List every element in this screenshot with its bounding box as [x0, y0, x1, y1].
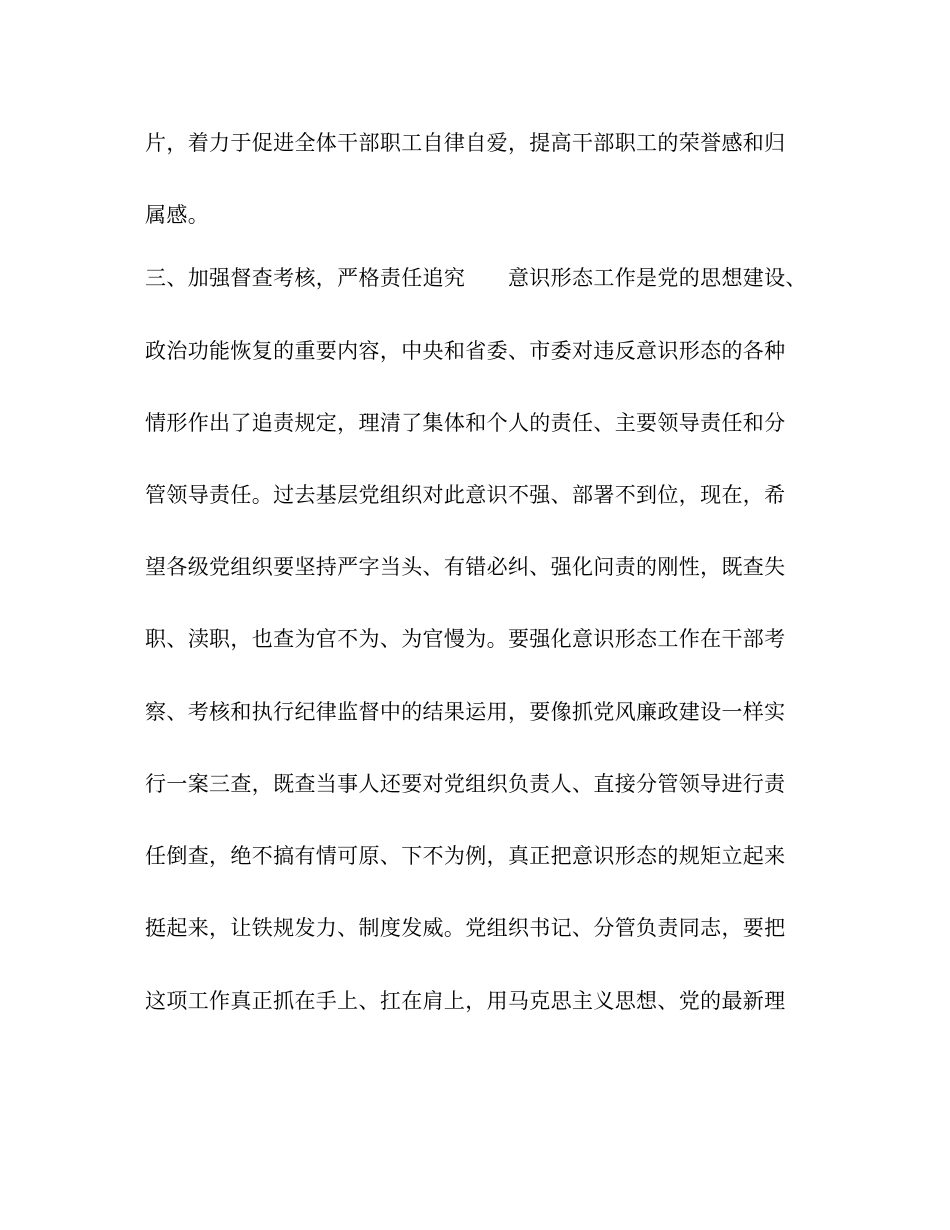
text-line-9: 察、考核和执行纪律监督中的结果运用，要像抓党风廉政建设一样实 [145, 700, 786, 724]
text-line-12: 挺起来，让铁规发力、制度发威。党组织书记、分管负责同志，要把 [145, 916, 786, 940]
text-line-3: 三、加强督查考核，严格责任追究 意识形态工作是党的思想建设、 [145, 266, 807, 290]
text-line-4: 政治功能恢复的重要内容，中央和省委、市委对违反意识形态的各种 [145, 339, 786, 363]
text-line-6: 管领导责任。过去基层党组织对此意识不强、部署不到位，现在，希 [145, 483, 786, 507]
text-line-1: 片，着力于促进全体干部职工自律自爱，提高干部职工的荣誉感和归 [145, 131, 786, 155]
text-line-13: 这项工作真正抓在手上、扛在肩上，用马克思主义思想、党的最新理 [145, 989, 786, 1013]
text-line-10: 行一案三查，既查当事人还要对党组织负责人、直接分管领导进行责 [145, 772, 786, 796]
text-line-8: 职、渎职，也查为官不为、为官慢为。要强化意识形态工作在干部考 [145, 627, 786, 651]
text-line-7: 望各级党组织要坚持严字当头、有错必纠、强化问责的刚性，既查失 [145, 555, 786, 579]
text-line-5: 情形作出了追责规定，理清了集体和个人的责任、主要领导责任和分 [145, 411, 786, 435]
text-line-2: 属感。 [145, 203, 210, 227]
text-line-11: 任倒查，绝不搞有情可原、下不为例，真正把意识形态的规矩立起来 [145, 844, 786, 868]
